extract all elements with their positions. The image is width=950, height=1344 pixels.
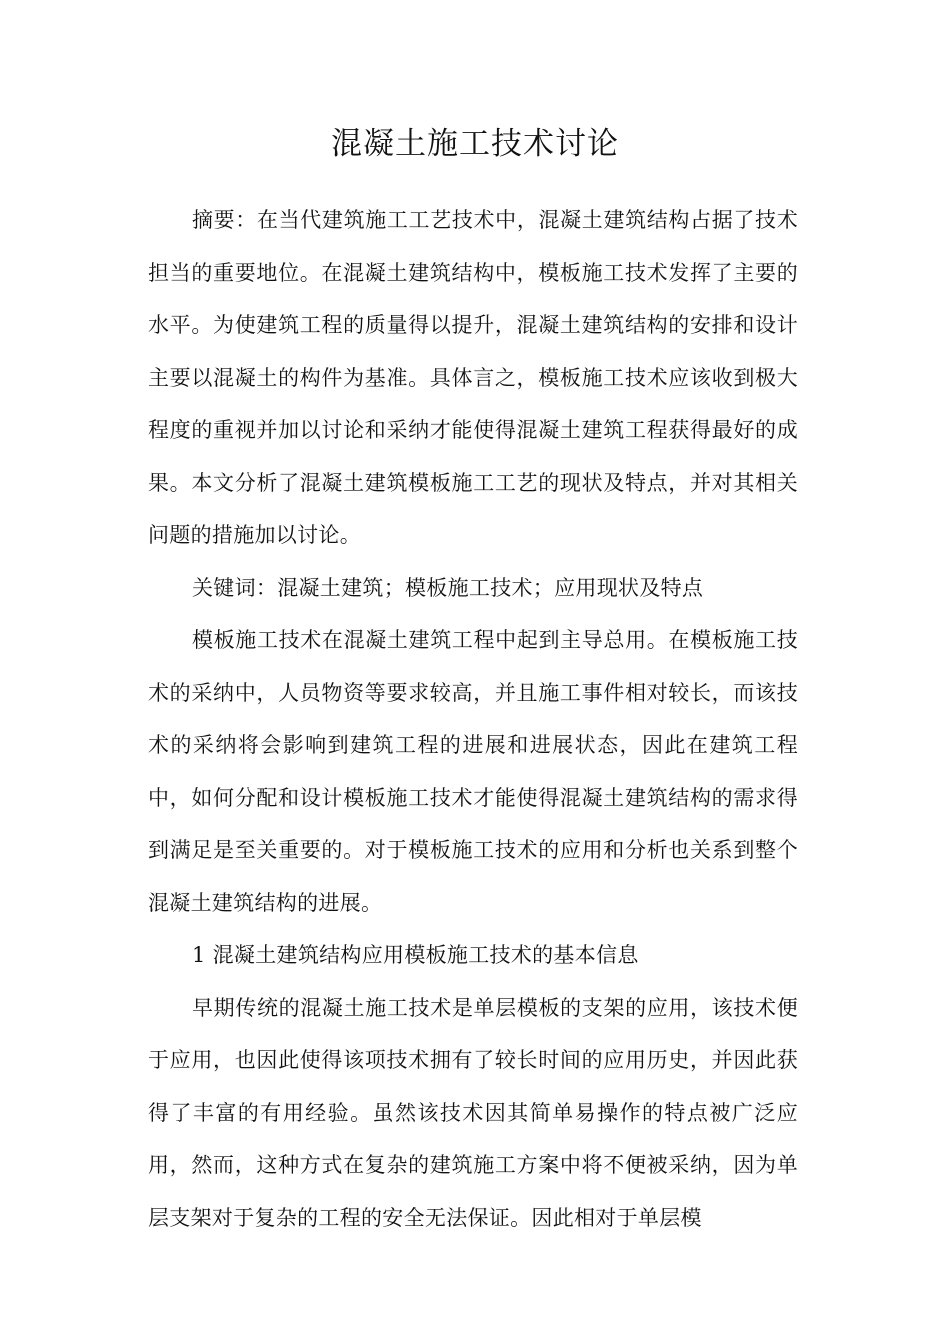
document-body [148, 194, 798, 1244]
keywords-paragraph: 关键词：混凝土建筑；模板施工技术；应用现状及特点 [192, 575, 704, 600]
document-title: 混凝土施工技术讨论 [331, 126, 619, 162]
section-paragraph: 早期传统的混凝土施工技术是单层模板的支架的应用，该技术便于应用，也因此使得该项技术拥有了较长时间的应用历史，并因此获得了丰富的有用经验。虽然该技术因其简单易操作的特点被广泛应用，然而，这种方式在复杂的建筑施工方案中将不便被采纳，因为单层支架对于复杂的工程的安全无法保证。因此相对于单层模 [148, 995, 798, 1230]
abstract-paragraph: 摘要：在当代建筑施工工艺技术中，混凝土建筑结构占据了技术担当的重要地位。在混凝土建筑结构中，模板施工技术发挥了主要的水平。为使建筑工程的质量得以提升，混凝土建筑结构的安排和设计主要以混凝土的构件为基准。具体言之，模板施工技术应该收到极大程度的重视并加以讨论和采纳才能使得混凝土建筑工程获得最好的成果。本文分析了混凝土建筑模板施工工艺的现状及特点，并对其相关问题的措施加以讨论。 [148, 208, 798, 547]
intro-paragraph: 模板施工技术在混凝土建筑工程中起到主导总用。在模板施工技术的采纳中，人员物资等要求较高，并且施工事件相对较长，而该技术的采纳将会影响到建筑工程的进展和进展状态，因此在建筑工程中，如何分配和设计模板施工技术才能使得混凝土建筑结构的需求得到满足是至关重要的。对于模板施工技术的应用和分析也关系到整个混凝土建筑结构的进展。 [148, 628, 798, 915]
section-heading: 1 混凝土建筑结构应用模板施工技术的基本信息 [192, 943, 639, 967]
